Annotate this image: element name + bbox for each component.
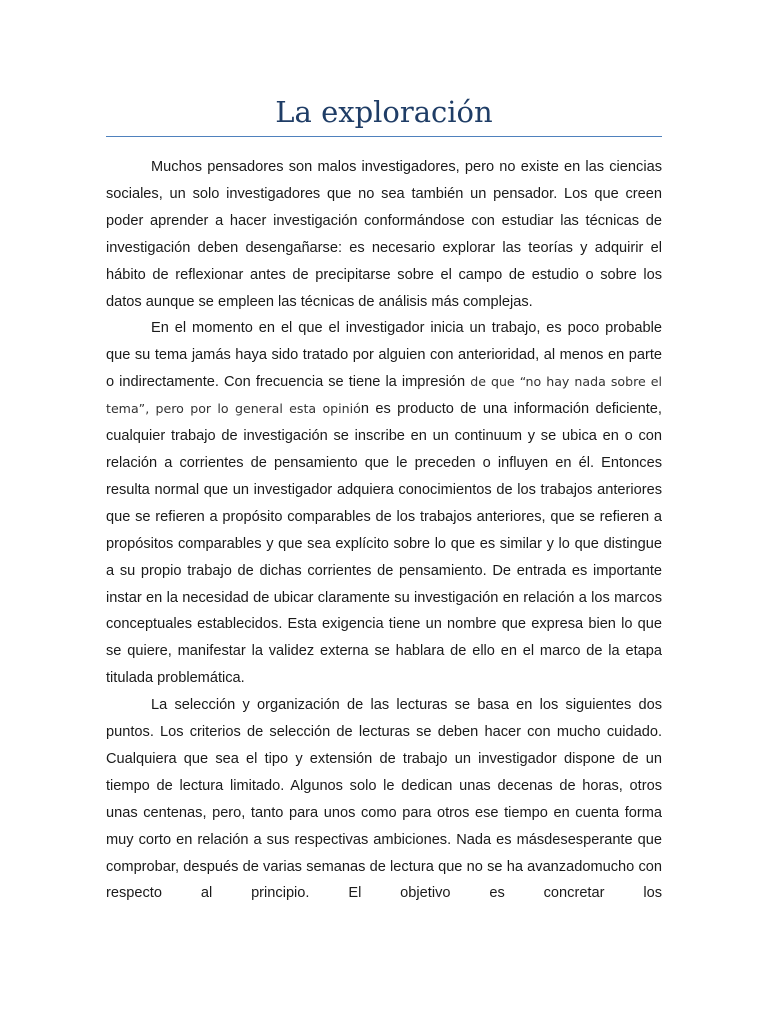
paragraph-1: Muchos pensadores son malos investigadores, pero no existe en las ciencias sociales, un solo investigadores que no sea también un pensador. Los que creen poder aprender a hacer investigación conformándose con estudiar las técnicas de investigación deben desengañarse: es necesario explorar las teorías y adquirir el hábito de reflexionar antes de precipitarse sobre el campo de estudio o sobre los datos aunque se empleen las técnicas de análisis más complejas. (106, 159, 662, 310)
document-page (106, 0, 662, 907)
paragraph-2-text-start: En el momento en el que el investigador inicia un trabajo, es poco probable que su tema jamás haya sido tratado por alguien con anterioridad, al menos en parte o indirectamente. Con frecuencia se tiene la impresión (106, 320, 662, 391)
paragraph-2-text-end: n es producto de una información deficiente, cualquier trabajo de investigación se inscribe en un continuum y se ubica en o con relación a corrientes de pensamiento que le preceden o influyen en él. Entonces resulta normal que un investigador adquiera conocimientos de los trabajos anteriores que se refieren a propósito comparables de los trabajos anteriores, que se refieren a propósitos comparables y que sea explícito sobre lo que es similar y lo que distingue a su propio trabajo de dichas corrientes de pensamiento. De entrada es importante instar en la necesidad de ubicar claramente su investigación en relación a los marcos conceptuales establecidos. Esta exigencia tiene un nombre que expresa bien lo que se quiere, manifestar la validez externa se hablara de ello en el marco de la etapa titulada problemática. (106, 401, 662, 687)
paragraph-2-quoted-text: de que “no hay nada sobre el tema”, pero por lo general esta opinió (106, 374, 662, 417)
document-title: La exploración (275, 95, 493, 129)
title-underline (106, 136, 662, 137)
document-body (106, 154, 662, 907)
paragraph-2 (106, 315, 662, 692)
paragraph-3: La selección y organización de las lecturas se basa en los siguientes dos puntos. Los criterios de selección de lecturas se deben hacer con mucho cuidado. Cualquiera que sea el tipo y extensión de trabajo un investigador dispone de un tiempo de lectura limitado. Algunos solo le dedican unas decenas de horas, otros unas centenas, pero, tanto para unos como para otros ese tiempo en cuenta forma muy corto en relación a sus respectivas ambiciones. Nada es másdesesperante que comprobar, después de varias semanas de lectura que no se ha avanzadomucho con respecto al principio. El objetivo es concretar los (106, 697, 662, 902)
